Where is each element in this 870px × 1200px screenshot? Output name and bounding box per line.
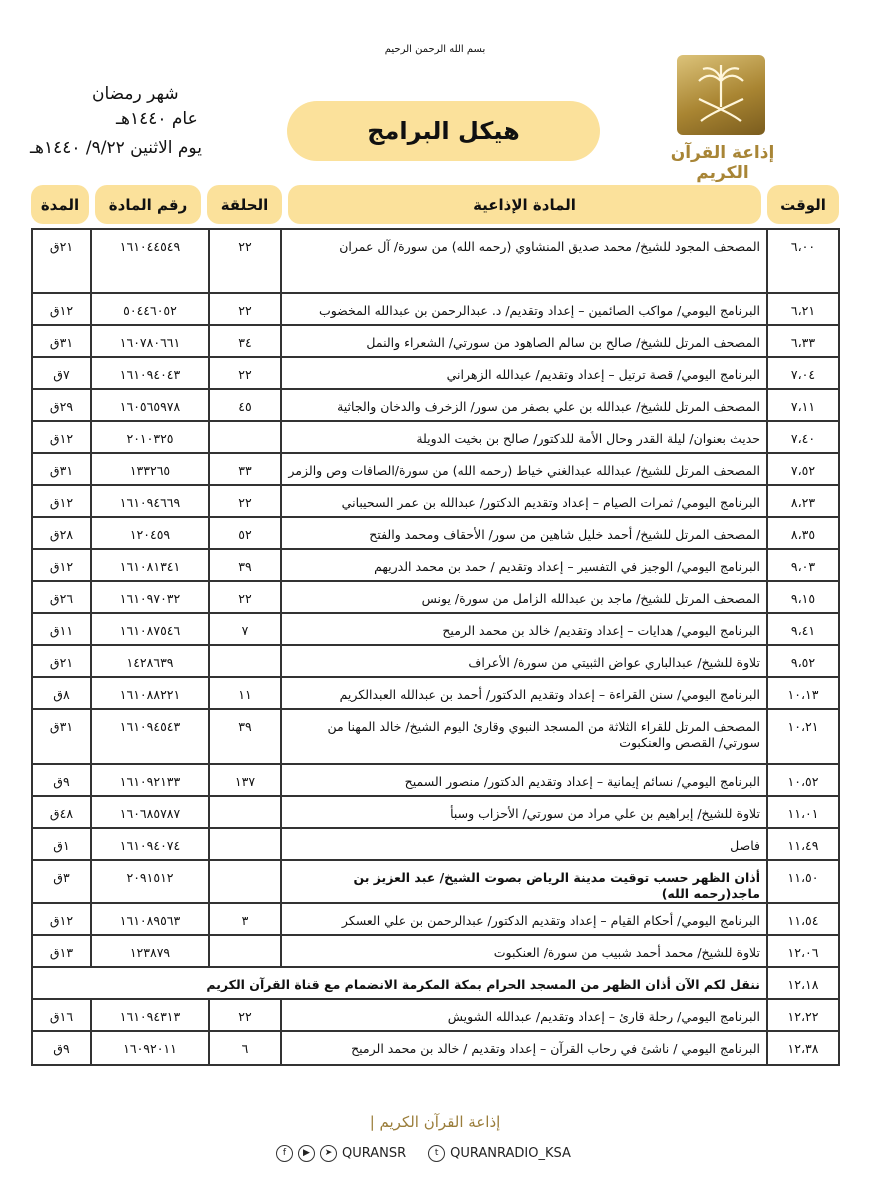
table-row [32,453,839,485]
cell-episode: ٣٩ [209,709,281,764]
table-row [32,764,839,796]
table-row [32,967,839,999]
table-row [32,1031,839,1065]
cell-program: فاصل [281,828,767,860]
cell-code: ١٦١٠٩٤٦٦٩ [91,485,209,517]
cell-time: ١٠،٢١ [767,709,839,764]
cell-episode [209,935,281,967]
cell-code: ٢٠١٠٣٢٥ [91,421,209,453]
cell-program: البرنامج اليومي / ناشئ في رحاب القرآن – إعداد وتقديم / خالد بن محمد الرميح [281,1031,767,1065]
cell-code: ١٢٠٤٥٩ [91,517,209,549]
cell-episode: ٢٢ [209,357,281,389]
cell-code: ١٦٠٩٢٠١١ [91,1031,209,1065]
cell-code: ٢٠٩١٥١٢ [91,860,209,903]
cell-time: ٧،٠٤ [767,357,839,389]
cell-time: ١٠،١٣ [767,677,839,709]
cell-program: تلاوة للشيخ/ محمد أحمد شبيب من سورة/ العنكبوت [281,935,767,967]
cell-episode: ١١ [209,677,281,709]
cell-time: ١١،٥٠ [767,860,839,903]
cell-code: ١٦٠٧٨٠٦٦١ [91,325,209,357]
cell-program: تلاوة للشيخ/ عبدالباري عواض الثبيتي من سورة/ الأعراف [281,645,767,677]
cell-program: حديث بعنوان/ ليلة القدر وحال الأمة للدكتور/ صالح بن بخيت الدويلة [281,421,767,453]
table-row [32,796,839,828]
cell-time: ٧،٥٢ [767,453,839,485]
cell-duration: ١٦ق [32,999,91,1031]
col-header-time: الوقت [767,185,839,224]
cell-time: ٨،٣٥ [767,517,839,549]
table-row [32,357,839,389]
cell-code: ١٦١٠٩٤٠٧٤ [91,828,209,860]
cell-code: ١٦١٠٩٤٠٤٣ [91,357,209,389]
cell-program: أذان الظهر حسب توقيت مدينة الرياض بصوت الشيخ/ عبد العزيز بن ماجد(رحمه الله) [281,860,767,903]
cell-time: ١٠،٥٢ [767,764,839,796]
table-row [32,860,839,903]
cell-duration: ١٢ق [32,549,91,581]
cell-duration: ١٢ق [32,485,91,517]
cell-duration: ٢٦ق [32,581,91,613]
table-row [32,389,839,421]
cell-program: المصحف المجود للشيخ/ محمد صديق المنشاوي (رحمه الله) من سورة/ آل عمران [281,229,767,293]
cell-code: ١٦١٠٨٩٥٦٣ [91,903,209,935]
cell-time: ٨،٢٣ [767,485,839,517]
cell-episode: ٢٢ [209,229,281,293]
month-label: شهر رمضان [92,84,179,104]
cell-episode: ٥٢ [209,517,281,549]
table-row [32,293,839,325]
cell-time: ١٢،٣٨ [767,1031,839,1065]
cell-episode: ٢٢ [209,485,281,517]
bismillah: بسم الله الرحمن الرحيم [384,44,486,55]
cell-code: ١٦١٠٩٢١٣٣ [91,764,209,796]
cell-code: ٥٠٤٤٦٠٥٢ [91,293,209,325]
cell-time: ٧،١١ [767,389,839,421]
cell-program: البرنامج اليومي/ ثمرات الصيام – إعداد وتقديم الدكتور/ عبدالله بن عمر السحيباني [281,485,767,517]
table-row [32,485,839,517]
cell-program: البرنامج اليومي/ الوجيز في التفسير – إعداد وتقديم / حمد بن محمد الدريهم [281,549,767,581]
cell-duration: ١ق [32,828,91,860]
col-header-duration: المدة [31,185,89,224]
cell-program: ننقل لكم الآن أذان الظهر من المسجد الحرام بمكة المكرمة الانضمام مع قناة القرآن الكريم [32,967,767,999]
cell-duration: ٩ق [32,1031,91,1065]
cell-episode: ٣٤ [209,325,281,357]
cell-code: ١٦١٠٩٤٥٤٣ [91,709,209,764]
cell-program: البرنامج اليومي/ رحلة قارئ – إعداد وتقديم/ عبدالله الشويش [281,999,767,1031]
cell-episode: ٢٢ [209,581,281,613]
cell-episode [209,645,281,677]
handle-quransr[interactable]: QURANSR [342,1145,407,1161]
cell-code: ١٦١٠٨٧٥٤٦ [91,613,209,645]
cell-code: ١٦٠٥٦٥٩٧٨ [91,389,209,421]
cell-episode [209,421,281,453]
table-row [32,613,839,645]
cell-duration: ١٢ق [32,293,91,325]
footer-station-name: إذاعة القرآن الكريم | [369,1113,501,1131]
cell-program: المصحف المرتل للشيخ/ عبدالله بن علي بصفر من سور/ الزخرف والدخان والجاثية [281,389,767,421]
cell-episode: ٢٢ [209,999,281,1031]
cell-time: ١١،٥٤ [767,903,839,935]
cell-duration: ٤٨ق [32,796,91,828]
cell-program: البرنامج اليومي/ سنن القراءة – إعداد وتقديم الدكتور/ أحمد بن عبدالله العبدالكريم [281,677,767,709]
year-label: عام ١٤٤٠هـ [116,109,198,129]
cell-program: البرنامج اليومي/ هدايات – إعداد وتقديم/ خالد بن محمد الرميح [281,613,767,645]
cell-program: المصحف المرتل للشيخ/ أحمد خليل شاهين من سور/ الأحقاف ومحمد والفتح [281,517,767,549]
cell-episode: ٤٥ [209,389,281,421]
cell-duration: ١٣ق [32,935,91,967]
cell-program: المصحف المرتل للشيخ/ صالح بن سالم الصاهود من سورتي/ الشعراء والنمل [281,325,767,357]
cell-program: المصحف المرتل للشيخ/ ماجد بن عبدالله الزامل من سورة/ يونس [281,581,767,613]
cell-time: ٩،٠٣ [767,549,839,581]
table-row [32,903,839,935]
facebook-icon[interactable]: f [276,1145,293,1162]
table-row [32,935,839,967]
cell-time: ٦،٢١ [767,293,839,325]
col-header-episode: الحلقة [207,185,282,224]
cell-duration: ١١ق [32,613,91,645]
cell-episode [209,828,281,860]
cell-duration: ٢٩ق [32,389,91,421]
station-logo [655,55,790,183]
cell-duration: ٢١ق [32,645,91,677]
cell-episode [209,860,281,903]
cell-duration: ٢١ق [32,229,91,293]
cell-program: البرنامج اليومي/ مواكب الصائمين – إعداد وتقديم/ د. عبدالرحمن بن عبدالله المخضوب [281,293,767,325]
table-row [32,517,839,549]
cell-time: ٩،٥٢ [767,645,839,677]
cell-episode: ٣٩ [209,549,281,581]
cell-code: ١٢٣٨٧٩ [91,935,209,967]
handle-quranradio-ksa[interactable]: QURANRADIO_KSA [450,1145,571,1161]
cell-duration: ١٢ق [32,903,91,935]
cell-program: المصحف المرتل للقراء الثلاثة من المسجد النبوي وقارئ اليوم الشيخ/ خالد المهنا من سورتي/ القصص والعنكبوت [281,709,767,764]
cell-time: ٦،٠٠ [767,229,839,293]
cell-code: ١٦١٠٩٤٣١٣ [91,999,209,1031]
cell-episode: ١٣٧ [209,764,281,796]
table-row [32,549,839,581]
cell-program: تلاوة للشيخ/ إبراهيم بن علي مراد من سورتي/ الأحزاب وسبأ [281,796,767,828]
schedule-table [31,228,840,1066]
cell-code: ١٦١٠٨١٣٤١ [91,549,209,581]
cell-code: ١٦٠٦٨٥٧٨٧ [91,796,209,828]
col-header-code: رقم المادة [95,185,201,224]
cell-time: ١٢،١٨ [767,967,839,999]
logo-text: إذاعة القرآن الكريم [670,143,775,183]
cell-code: ١٦١٠٨٨٢٢١ [91,677,209,709]
table-row [32,999,839,1031]
telegram-icon[interactable]: ➤ [320,1145,337,1162]
day-date-label: يوم الاثنين ٩/٢٢/ ١٤٤٠هـ [30,138,202,158]
cell-duration: ٢٨ق [32,517,91,549]
cell-time: ٧،٤٠ [767,421,839,453]
cell-time: ٦،٣٣ [767,325,839,357]
palm-swords-emblem-icon [677,55,765,135]
cell-time: ١١،٤٩ [767,828,839,860]
cell-time: ٩،١٥ [767,581,839,613]
table-row [32,677,839,709]
table-row [32,325,839,357]
page-title: هيكل البرامج [287,101,600,161]
cell-episode: ٦ [209,1031,281,1065]
cell-program: البرنامج اليومي/ قصة ترتيل – إعداد وتقديم/ عبدالله الزهراني [281,357,767,389]
table-row [32,421,839,453]
cell-episode: ٢٢ [209,293,281,325]
cell-program: المصحف المرتل للشيخ/ عبدالله عبدالغني خياط (رحمه الله) من سورة/الصافات وص والزمر [281,453,767,485]
cell-episode: ٣ [209,903,281,935]
cell-duration: ٣١ق [32,453,91,485]
cell-time: ١٢،٢٢ [767,999,839,1031]
cell-duration: ٩ق [32,764,91,796]
cell-program: البرنامج اليومي/ نسائم إيمانية – إعداد وتقديم الدكتور/ منصور السميح [281,764,767,796]
cell-time: ١٢،٠٦ [767,935,839,967]
table-row [32,645,839,677]
cell-duration: ٨ق [32,677,91,709]
cell-duration: ٣ق [32,860,91,903]
cell-duration: ٣١ق [32,709,91,764]
cell-code: ١٤٢٨٦٣٩ [91,645,209,677]
col-header-program: المادة الإذاعية [288,185,761,224]
cell-episode: ٣٣ [209,453,281,485]
cell-episode [209,796,281,828]
cell-time: ٩،٤١ [767,613,839,645]
cell-code: ١٣٣٢٦٥ [91,453,209,485]
cell-duration: ١٢ق [32,421,91,453]
youtube-icon[interactable]: ▶ [298,1145,315,1162]
table-row [32,229,839,293]
cell-code: ١٦١٠٩٧٠٣٢ [91,581,209,613]
table-row [32,828,839,860]
social-links [276,1143,571,1163]
cell-program: البرنامج اليومي/ أحكام القيام – إعداد وتقديم الدكتور/ عبدالرحمن بن علي العسكر [281,903,767,935]
table-row [32,581,839,613]
cell-time: ١١،٠١ [767,796,839,828]
cell-duration: ٧ق [32,357,91,389]
table-row [32,709,839,764]
cell-code: ١٦١٠٤٤٥٤٩ [91,229,209,293]
twitter-icon[interactable]: t [428,1145,445,1162]
cell-episode: ٧ [209,613,281,645]
cell-duration: ٣١ق [32,325,91,357]
